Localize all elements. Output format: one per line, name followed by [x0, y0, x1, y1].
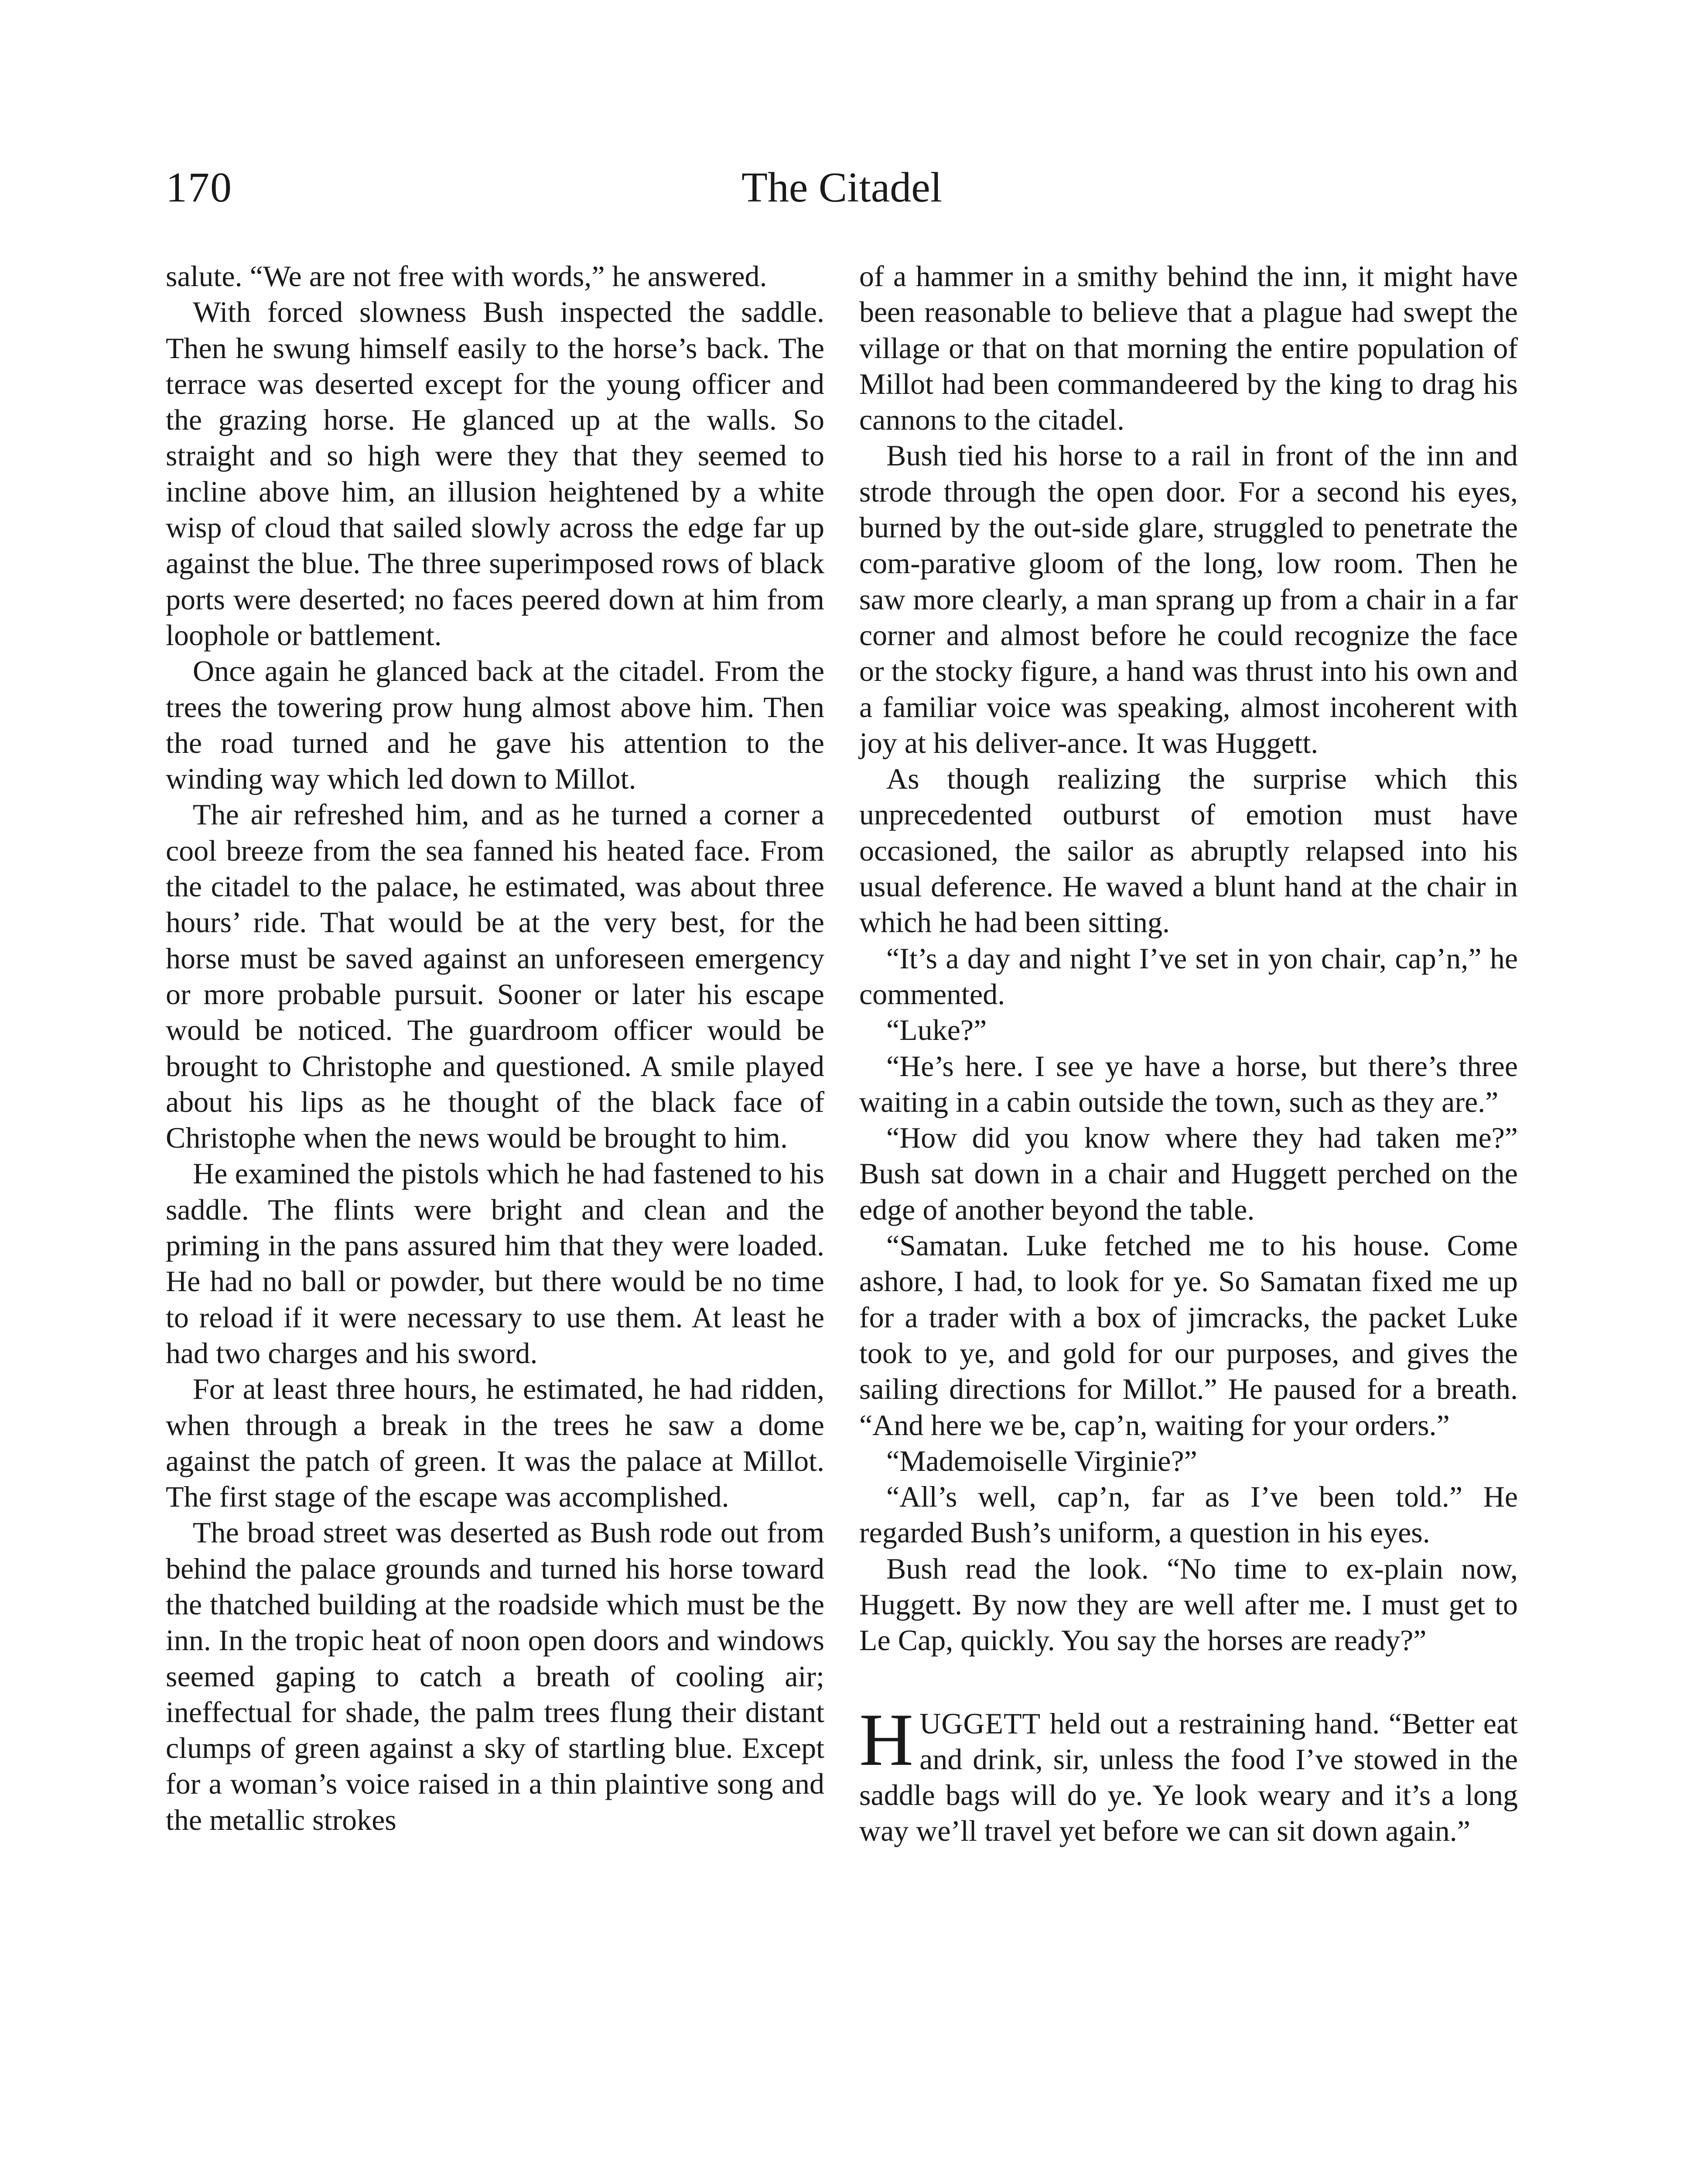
- running-title: The Citadel: [741, 164, 942, 211]
- paragraph: “He’s here. I see ye have a horse, but there’s three waiting in a cabin outside the town, such as they are.”: [859, 1049, 1518, 1118]
- paragraph: “It’s a day and night I’ve set in yon chair, cap’n,” he commented.: [859, 941, 1518, 1011]
- paragraph: “Mademoiselle Virginie?”: [886, 1444, 1197, 1477]
- paragraph: “Luke?”: [886, 1013, 987, 1047]
- running-head: [166, 155, 1518, 220]
- right-column: [859, 258, 1518, 1849]
- paragraph: He examined the pistols which he had fastened to his saddle. The flints were bright and clean and the priming in the pans assured him that they were loaded. He had no ball or powder, but there would be no time to reload if it were necessary to use them. At least he had two charges and his sword.: [166, 1157, 824, 1370]
- paragraph: “Samatan. Luke fetched me to his house. Come ashore, I had, to look for ye. So Samatan fixed me up for a trader with a box of jimcracks, the packet Luke took to ye, and gold for our purposes, and gives the sailing directions for Millot.” He paused for a breath. “And here we be, cap’n, waiting for your orders.”: [859, 1229, 1518, 1442]
- left-column: [166, 258, 824, 1838]
- paragraph: The air refreshed him, and as he turned a corner a cool breeze from the sea fanned his heated face. From the citadel to the palace, he estimated, was about three hours’ ride. That would be at the very best, for the horse must be saved against an unforeseen emergency or more probable pursuit. Sooner or later his escape would be noticed. The guardroom officer would be brought to Christophe and questioned. A smile played about his lips as he thought of the black face of Christophe when the news would be brought to him.: [166, 798, 824, 1155]
- small-caps-word: UGGETT: [919, 1706, 1041, 1740]
- section-text: held out a restraining hand. “Better eat and drink, sir, unless the food I’ve stowed in the saddle bags will do ye. Ye look weary and it’s a long way we’ll travel yet before we can sit down again.”: [859, 1706, 1518, 1848]
- section-opening-paragraph: [859, 1698, 1518, 1849]
- paragraph: The broad street was deserted as Bush rode out from behind the palace grounds and turned his horse toward the thatched building at the roadside which must be the inn. In the tropic heat of noon open doors and windows seemed gaping to catch a breath of cooling air; ineffectual for shade, the palm trees flung their distant clumps of green against a sky of startling blue. Except for a woman’s voice raised in a thin plaintive song and the metallic strokes: [166, 1516, 824, 1836]
- paragraph: With forced slowness Bush inspected the saddle. Then he swung himself easily to the horse’s back. The terrace was deserted except for the young officer and the grazing horse. He glanced up at the walls. So straight and so high were they that they seemed to incline above him, an illusion heightened by a white wisp of cloud that sailed slowly across the edge far up against the blue. The three superimposed rows of black ports were deserted; no faces peered down at him from loophole or battlement.: [166, 295, 824, 652]
- paragraph: As though realizing the surprise which this unprecedented outburst of emotion must have occasioned, the sailor as abruptly relapsed into his usual deference. He waved a blunt hand at the chair in which he had been sitting.: [859, 762, 1518, 939]
- paragraph: “How did you know where they had taken me?” Bush sat down in a chair and Huggett perched on the edge of another beyond the table.: [859, 1121, 1518, 1226]
- paragraph: Bush read the look. “No time to ex-plain now, Huggett. By now they are well after me. I must get to Le Cap, quickly. You say the horses are ready?”: [859, 1552, 1518, 1657]
- drop-cap: H: [859, 1698, 914, 1781]
- paragraph: Bush tied his horse to a rail in front of the inn and strode through the open door. For a second his eyes, burned by the out-side glare, struggled to penetrate the com-parative gloom of the long, low room. Then he saw more clearly, a man sprang up from a chair in a far corner and almost before he could recognize the face or the stocky figure, a hand was thrust into his own and a familiar voice was speaking, almost incoherent with joy at his deliver-ance. It was Huggett.: [859, 439, 1518, 759]
- paragraph: of a hammer in a smithy behind the inn, it might have been reasonable to believe that a plague had swept the village or that on that morning the entire population of Millot had been commandeered by the king to drag his cannons to the citadel.: [859, 260, 1518, 437]
- paragraph: salute. “We are not free with words,” he answered.: [166, 260, 767, 293]
- paragraph: Once again he glanced back at the citadel. From the trees the towering prow hung almost above him. Then the road turned and he gave his attention to the winding way which led down to Millot.: [166, 654, 824, 796]
- paragraph: For at least three hours, he estimated, he had ridden, when through a break in the trees he saw a dome against the patch of green. It was the palace at Millot. The first stage of the escape was accomplished.: [166, 1372, 824, 1514]
- page-number: 170: [166, 164, 232, 211]
- paragraph: “All’s well, cap’n, far as I’ve been told.” He regarded Bush’s uniform, a question in his eyes.: [859, 1480, 1518, 1549]
